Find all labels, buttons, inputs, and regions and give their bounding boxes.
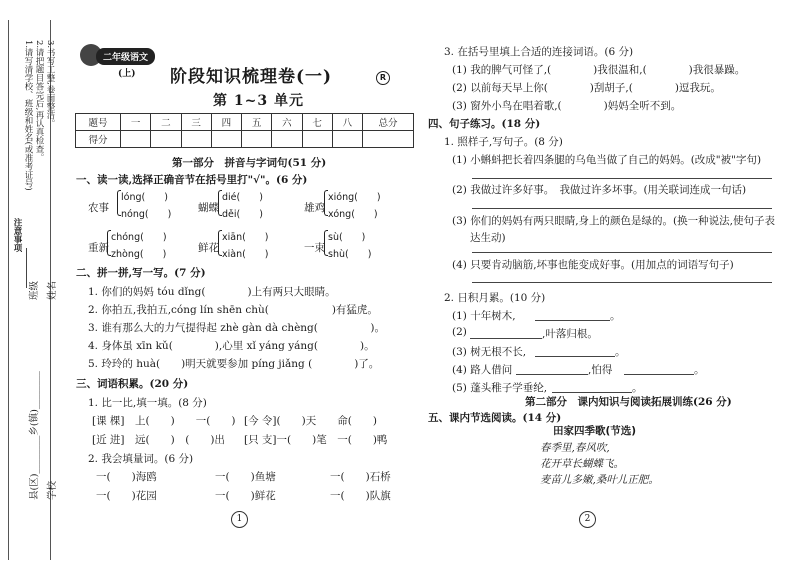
question-line: [只 支]一( )笔 一( )鸭	[244, 434, 388, 446]
measure-item[interactable]: 一( )海鸥	[96, 471, 157, 483]
pinyin-word: 农事	[88, 202, 109, 214]
question-line: (4) 只要肯动脑筋,坏事也能变成好事。(用加点的词语写句子)	[452, 259, 734, 271]
score-cell[interactable]	[302, 131, 332, 148]
question-line: 。	[694, 364, 705, 376]
question-line: 。	[615, 346, 626, 358]
question-line: (5) 蓬头稚子学垂纶,	[452, 382, 548, 394]
pinyin-word: 重新	[88, 242, 109, 254]
question-line: 2. 我会填量词。(6 分)	[88, 453, 194, 465]
class-line	[26, 248, 27, 288]
answer-line[interactable]	[472, 282, 772, 283]
score-cell[interactable]	[181, 131, 211, 148]
section4-heading: 四、句子练习。(18 分)	[428, 118, 541, 130]
question-line: (4) 路人借问	[452, 364, 513, 376]
measure-item[interactable]: 一( )队旗	[330, 490, 391, 502]
table-row	[76, 114, 414, 131]
question-line: [近 进] 远( ) ( )出	[92, 434, 225, 446]
answer-line[interactable]	[624, 374, 694, 375]
answer-line[interactable]	[472, 208, 772, 209]
section1-heading: 一、读一读,选择正确音节在括号里打"√"。(6 分)	[76, 174, 308, 186]
question-line: 5. 玲玲的 huà( )明天就要参加 píng jiǎng ( )了。	[88, 358, 380, 370]
score-cell[interactable]	[121, 131, 151, 148]
pinyin-option[interactable]: dié( )	[222, 192, 263, 203]
pinyin-option[interactable]: sù( )	[328, 232, 366, 243]
pinyin-option[interactable]: xiàn( )	[222, 249, 269, 260]
pinyin-option[interactable]: zhòng( )	[111, 249, 167, 260]
table-cell: 五	[242, 114, 272, 131]
question-line: 1. 你们的妈妈 tóu dǐng( )上有两只大眼睛。	[88, 286, 336, 298]
score-cell[interactable]	[211, 131, 241, 148]
question-line: (1) 十年树木,	[452, 310, 516, 322]
pinyin-option[interactable]: xióng( )	[328, 192, 381, 203]
score-cell[interactable]	[272, 131, 302, 148]
poem-line: 花开草长蝴蝶飞。	[540, 458, 624, 470]
score-cell[interactable]	[332, 131, 362, 148]
question-line: (1) 小蝌蚪把长着四条腿的乌龟当做了自己的妈妈。(改成"被"字句)	[452, 154, 762, 166]
section3-heading: 三、词语积累。(20 分)	[76, 378, 189, 390]
table-cell: 得分	[76, 131, 121, 148]
question-line: 。	[610, 310, 621, 322]
part1-heading: 第一部分 拼音与字词句(51 分)	[172, 157, 327, 169]
class-label: 班级	[29, 280, 40, 300]
question-line: (2)	[452, 326, 467, 338]
answer-line[interactable]	[535, 320, 610, 321]
question-line: (1) 我的脾气可怪了,( )我很温和,( )我很暴躁。	[452, 64, 746, 76]
page-number: 1	[231, 511, 248, 528]
section2-heading: 二、拼一拼,写一写。(7 分)	[76, 267, 206, 279]
registered-mark: R	[376, 71, 390, 85]
grade-badge: 二年级语文	[96, 48, 155, 65]
table-cell: 八	[332, 114, 362, 131]
notice-line: 2.请把题目答完后,再认真检查。	[34, 40, 44, 162]
page-title: 阶段知识梳理卷(一)	[170, 67, 333, 87]
score-cell[interactable]	[242, 131, 272, 148]
pinyin-option[interactable]: shù( )	[328, 249, 372, 260]
score-cell[interactable]	[363, 131, 414, 148]
grade-sub: (上)	[118, 69, 136, 79]
question-line: 1. 比一比,填一填。(8 分)	[88, 397, 207, 409]
part2-heading: 第二部分 课内知识与阅读拓展训练(26 分)	[525, 396, 732, 408]
section5-heading: 五、课内节选阅读。(14 分)	[428, 412, 562, 424]
measure-item[interactable]: 一( )石桥	[330, 471, 391, 483]
table-cell: 六	[272, 114, 302, 131]
table-cell: 总分	[363, 114, 414, 131]
page-number: 2	[579, 511, 596, 528]
table-cell: 七	[302, 114, 332, 131]
measure-item[interactable]: 一( )鲜花	[215, 490, 276, 502]
question-line: ,叶落归根。	[542, 328, 598, 340]
brand-logo	[78, 42, 168, 84]
notice-line: 1.请写清学校、班级和姓名(或准考证号)	[23, 40, 33, 191]
table-cell: 二	[151, 114, 181, 131]
answer-line[interactable]	[516, 374, 588, 375]
question-line: 4. 身体虽 xīn kǔ( ),心里 xǐ yáng yáng( )。	[88, 340, 375, 352]
score-cell[interactable]	[151, 131, 181, 148]
pinyin-option[interactable]: lóng( )	[121, 192, 168, 203]
table-cell: 一	[121, 114, 151, 131]
table-row	[76, 131, 414, 148]
question-line: (2) 以前每天早上你( )刮胡子,( )逗我玩。	[452, 82, 721, 94]
question-line: (3) 你们的妈妈有两只眼睛,身上的颜色是绿的。(换一种说法,使句子表	[452, 215, 775, 227]
measure-item[interactable]: 一( )花园	[96, 490, 157, 502]
pinyin-word: 鲜花	[198, 242, 219, 254]
table-cell: 四	[211, 114, 241, 131]
notice-label: 注意事项	[12, 218, 22, 252]
question-line: 3. 在括号里填上合适的连接词语。(6 分)	[444, 46, 634, 58]
question-line: [今 令]( )天 命( )	[244, 415, 377, 427]
poem-title: 田家四季歌(节选)	[553, 425, 637, 437]
township-line: 县(区)________乡(镇)________	[29, 371, 40, 500]
question-line: (3) 树无根不长,	[452, 346, 527, 358]
question-line: 。	[632, 382, 643, 394]
pinyin-word: 一束	[304, 242, 325, 254]
measure-item[interactable]: 一( )鱼塘	[215, 471, 276, 483]
name-label: 姓名	[47, 280, 58, 300]
answer-line[interactable]	[552, 392, 632, 393]
question-line: [课 棵] 上( ) 一( )	[92, 415, 236, 427]
pinyin-option[interactable]: nóng( )	[121, 209, 172, 220]
notice-line: 3.书写工整,卷面整洁。	[45, 40, 55, 128]
score-table	[75, 113, 414, 148]
answer-line[interactable]	[472, 178, 772, 179]
binding-strip	[0, 0, 66, 580]
answer-line[interactable]	[470, 338, 542, 339]
poem-line: 春季里,春风吹,	[540, 442, 610, 454]
pinyin-option[interactable]: xóng( )	[328, 209, 378, 220]
answer-line[interactable]	[535, 356, 615, 357]
pinyin-option[interactable]: chóng( )	[111, 232, 167, 243]
answer-line[interactable]	[472, 252, 772, 253]
question-line: ,怕得	[588, 364, 613, 376]
question-line: 2. 日积月累。(10 分)	[444, 292, 546, 304]
question-line: (3) 窗外小鸟在唱着歌,( )妈妈全听不到。	[452, 100, 682, 112]
pinyin-word: 蝴蝶	[198, 202, 219, 214]
question-line: 2. 你拍五,我拍五,cóng lín shēn chù( )有猛虎。	[88, 304, 378, 316]
pinyin-option[interactable]: děi( )	[222, 209, 263, 220]
question-line: 达生动)	[470, 232, 506, 244]
strip-divider	[8, 20, 9, 560]
table-cell: 题号	[76, 114, 121, 131]
school-label: 学校	[47, 480, 58, 500]
question-line: 1. 照样子,写句子。(8 分)	[444, 136, 563, 148]
pinyin-option[interactable]: xiān( )	[222, 232, 269, 243]
table-cell: 三	[181, 114, 211, 131]
unit-subtitle: 第 1~3 单元	[213, 93, 304, 109]
question-line: (2) 我做过许多好事。 我做过许多坏事。(用关联词连成一句话)	[452, 184, 747, 196]
question-line: 3. 谁有那么大的力气提得起 zhè gàn dà chèng( )。	[88, 322, 385, 334]
pinyin-word: 雄鸡	[304, 202, 325, 214]
poem-line: 麦苗儿多嫩,桑叶儿正肥。	[540, 474, 659, 486]
